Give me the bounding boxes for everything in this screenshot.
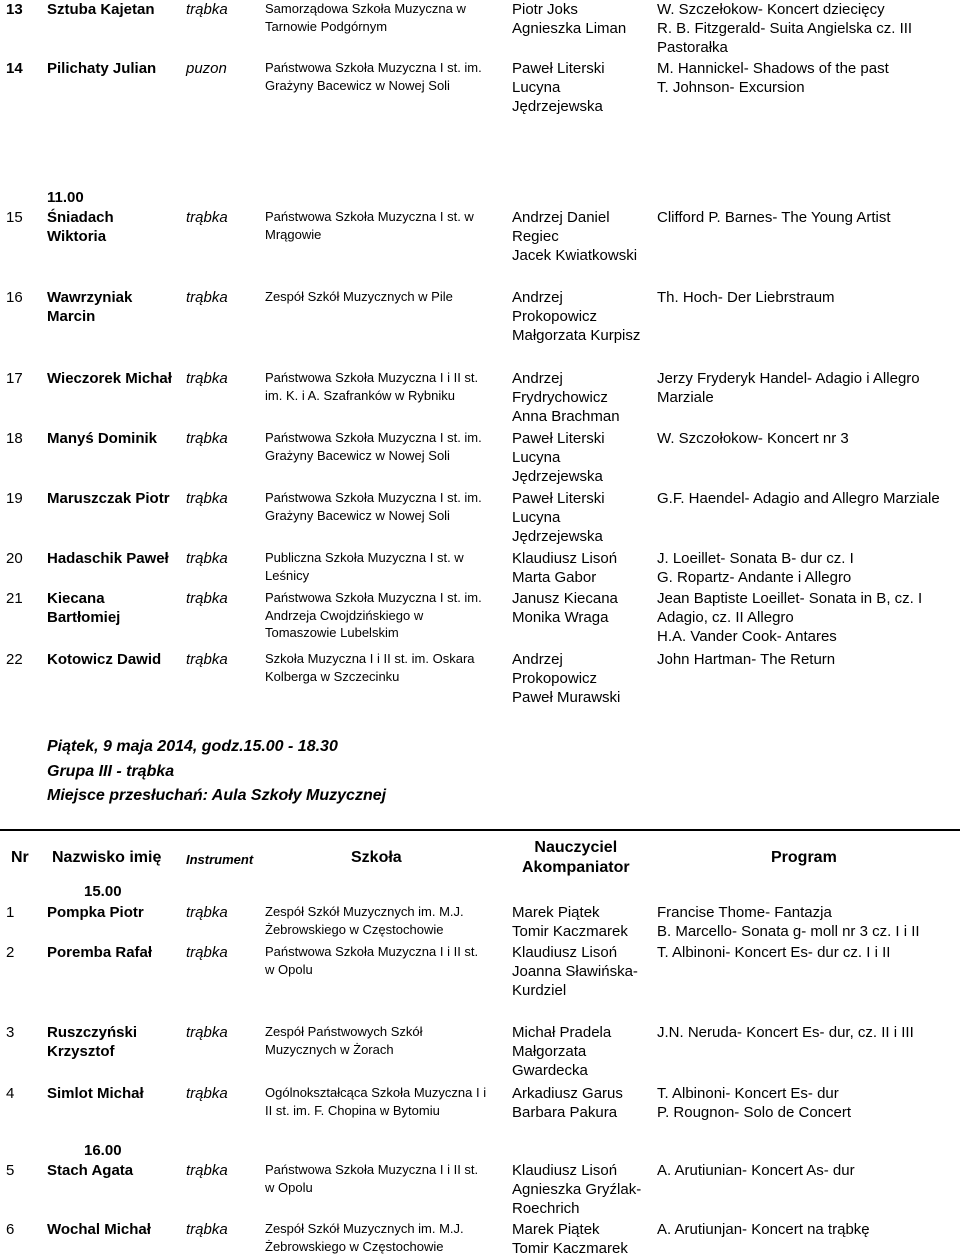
row-nr: 19 — [6, 490, 23, 507]
row-teachers: Paweł Literski Lucyna Jędrzejewska — [512, 490, 605, 545]
row-name: Kiecana Bartłomiej — [47, 590, 121, 626]
time-label: 16.00 — [84, 1142, 122, 1159]
row-teachers: Marek Piątek Tomir Kaczmarek — [512, 904, 628, 940]
row-school: Państwowa Szkoła Muzyczna I i II st. im. K. i A. Szafranków w Rybniku — [265, 370, 479, 403]
row-nr: 14 — [6, 60, 23, 77]
row-nr: 5 — [6, 1162, 15, 1179]
row-instrument: trąbka — [186, 490, 228, 507]
row-school: Zespół Szkół Muzycznych w Pile — [265, 289, 453, 304]
row-school: Publiczna Szkoła Muzyczna I st. w Leśnicy — [265, 550, 464, 583]
row-name: Maruszczak Piotr — [47, 490, 170, 507]
row-name: Poremba Rafał — [47, 944, 153, 961]
row-instrument: trąbka — [186, 1162, 228, 1179]
row-name: Wieczorek Michał — [47, 370, 172, 387]
row-program: Th. Hoch- Der Liebrstraum — [657, 289, 835, 306]
row-nr: 2 — [6, 944, 15, 961]
row-program: Jean Baptiste Loeillet- Sonata in B, cz. I Adagio, cz. II Allegro H.A. Vander Cook- Antares — [657, 590, 923, 645]
row-instrument: trąbka — [186, 430, 228, 447]
row-program: Clifford P. Barnes- The Young Artist — [657, 209, 891, 226]
time-label: 15.00 — [84, 883, 122, 900]
row-nr: 20 — [6, 550, 23, 567]
row-program: A. Arutiunjan- Koncert na trąbkę — [657, 1221, 870, 1238]
row-school: Zespół Szkół Muzycznych im. M.J. Żebrowskiego w Częstochowie — [265, 1221, 464, 1254]
row-school: Zespół Państwowych Szkół Muzycznych w Żorach — [265, 1024, 423, 1057]
time-label: 11.00 — [47, 189, 84, 206]
row-nr: 18 — [6, 430, 23, 447]
row-nr: 1 — [6, 904, 15, 921]
row-name: Śniadach Wiktoria — [47, 209, 114, 245]
col-instrument: Instrument — [186, 852, 254, 867]
row-program: T. Albinoni- Koncert Es- dur cz. I i II — [657, 944, 891, 961]
row-program: G.F. Haendel- Adagio and Allegro Marziale — [657, 490, 940, 507]
row-teachers: Marek Piątek Tomir Kaczmarek — [512, 1221, 628, 1257]
row-instrument: trąbka — [186, 1085, 228, 1102]
row-school: Państwowa Szkoła Muzyczna I st. im. Grażyny Bacewicz w Nowej Soli — [265, 430, 482, 463]
row-program: John Hartman- The Return — [657, 651, 836, 668]
row-school: Państwowa Szkoła Muzyczna I i II st. w Opolu — [265, 1162, 479, 1195]
row-teachers: Klaudiusz Lisoń Agnieszka Gryźlak- Roechrich — [512, 1162, 642, 1217]
row-nr: 21 — [6, 590, 23, 607]
row-name: Pompka Piotr — [47, 904, 144, 921]
row-school: Państwowa Szkoła Muzyczna I st. im. Grażyny Bacewicz w Nowej Soli — [265, 60, 482, 93]
row-instrument: trąbka — [186, 209, 228, 226]
row-instrument: trąbka — [186, 944, 228, 961]
row-instrument: trąbka — [186, 904, 228, 921]
row-teachers: Arkadiusz Garus Barbara Pakura — [512, 1085, 623, 1121]
row-teachers: Paweł Literski Lucyna Jędrzejewska — [512, 430, 605, 485]
row-name: Sztuba Kajetan — [47, 1, 155, 18]
row-name: Pilichaty Julian — [47, 60, 157, 77]
row-name: Stach Agata — [47, 1162, 134, 1179]
row-teachers: Klaudiusz Lisoń Joanna Sławińska- Kurdziel — [512, 944, 638, 999]
table-top-rule — [0, 829, 960, 831]
row-nr: 13 — [6, 1, 23, 18]
section-group: Grupa III - trąbka — [47, 763, 175, 780]
row-teachers: Klaudiusz Lisoń Marta Gabor — [512, 550, 618, 586]
row-school: Zespół Szkół Muzycznych im. M.J. Żebrowskiego w Częstochowie — [265, 904, 464, 937]
row-school: Państwowa Szkoła Muzyczna I st. im. Grażyny Bacewicz w Nowej Soli — [265, 490, 482, 523]
col-nr: Nr — [11, 849, 29, 866]
row-school: Samorządowa Szkoła Muzyczna w Tarnowie Podgórnym — [265, 1, 466, 34]
col-name: Nazwisko imię — [52, 849, 162, 866]
col-teachers: Nauczyciel Akompaniator — [522, 839, 630, 876]
row-instrument: trąbka — [186, 1221, 228, 1238]
row-nr: 22 — [6, 651, 23, 668]
row-teachers: Paweł Literski Lucyna Jędrzejewska — [512, 60, 605, 115]
row-school: Państwowa Szkoła Muzyczna I st. w Mrągowie — [265, 209, 474, 242]
row-teachers: Andrzej Prokopowicz Paweł Murawski — [512, 651, 621, 706]
row-school: Szkoła Muzyczna I i II st. im. Oskara Kolberga w Szczecinku — [265, 651, 475, 684]
row-name: Ruszczyński Krzysztof — [47, 1024, 138, 1060]
row-nr: 15 — [6, 209, 23, 226]
row-instrument: trąbka — [186, 550, 228, 567]
row-name: Manyś Dominik — [47, 430, 158, 447]
row-nr: 16 — [6, 289, 23, 306]
row-teachers: Andrzej Daniel Regiec Jacek Kwiatkowski — [512, 209, 638, 264]
row-teachers: Piotr Joks Agnieszka Liman — [512, 1, 627, 37]
row-instrument: puzon — [186, 60, 227, 77]
row-program: M. Hannickel- Shadows of the past T. Johnson- Excursion — [657, 60, 889, 96]
row-instrument: trąbka — [186, 1024, 228, 1041]
row-instrument: trąbka — [186, 1, 228, 18]
row-teachers: Andrzej Frydrychowicz Anna Brachman — [512, 370, 620, 425]
row-school: Państwowa Szkoła Muzyczna I st. im. Andrzeja Cwojdzińskiego w Tomaszowie Lubelskim — [265, 590, 482, 640]
row-school: Ogólnokształcąca Szkoła Muzyczna I i II st. im. F. Chopina w Bytomiu — [265, 1085, 487, 1118]
row-nr: 4 — [6, 1085, 15, 1102]
row-teachers: Janusz Kiecana Monika Wraga — [512, 590, 618, 626]
row-name: Kotowicz Dawid — [47, 651, 162, 668]
row-nr: 3 — [6, 1024, 15, 1041]
row-program: W. Szczołokow- Koncert nr 3 — [657, 430, 849, 447]
row-teachers: Michał Pradela Małgorzata Gwardecka — [512, 1024, 612, 1079]
row-nr: 6 — [6, 1221, 15, 1238]
row-program: Francise Thome- Fantazja B. Marcello- Sonata g- moll nr 3 cz. I i II — [657, 904, 920, 940]
col-program: Program — [771, 849, 837, 866]
row-program: J.N. Neruda- Koncert Es- dur, cz. II i III — [657, 1024, 914, 1041]
row-name: Simlot Michał — [47, 1085, 144, 1102]
row-instrument: trąbka — [186, 370, 228, 387]
row-program: A. Arutiunian- Koncert As- dur — [657, 1162, 855, 1179]
row-instrument: trąbka — [186, 289, 228, 306]
section-date: Piątek, 9 maja 2014, godz.15.00 - 18.30 — [47, 738, 338, 755]
section-location: Miejsce przesłuchań: Aula Szkoły Muzycznej — [47, 787, 387, 804]
row-program: T. Albinoni- Koncert Es- dur P. Rougnon- Solo de Concert — [657, 1085, 852, 1121]
row-school: Państwowa Szkoła Muzyczna I i II st. w Opolu — [265, 944, 479, 977]
row-instrument: trąbka — [186, 590, 228, 607]
row-name: Wochal Michał — [47, 1221, 151, 1238]
row-program: W. Szczełokow- Koncert dziecięcy R. B. Fitzgerald- Suita Angielska cz. III Pastorałka — [657, 1, 913, 56]
row-name: Hadaschik Paweł — [47, 550, 169, 567]
row-instrument: trąbka — [186, 651, 228, 668]
row-teachers: Andrzej Prokopowicz Małgorzata Kurpisz — [512, 289, 641, 344]
row-program: J. Loeillet- Sonata B- dur cz. I G. Ropartz- Andante i Allegro — [657, 550, 854, 586]
row-nr: 17 — [6, 370, 23, 387]
row-program: Jerzy Fryderyk Handel- Adagio i Allegro Marziale — [657, 370, 920, 406]
col-school: Szkoła — [351, 849, 402, 866]
row-name: Wawrzyniak Marcin — [47, 289, 133, 325]
